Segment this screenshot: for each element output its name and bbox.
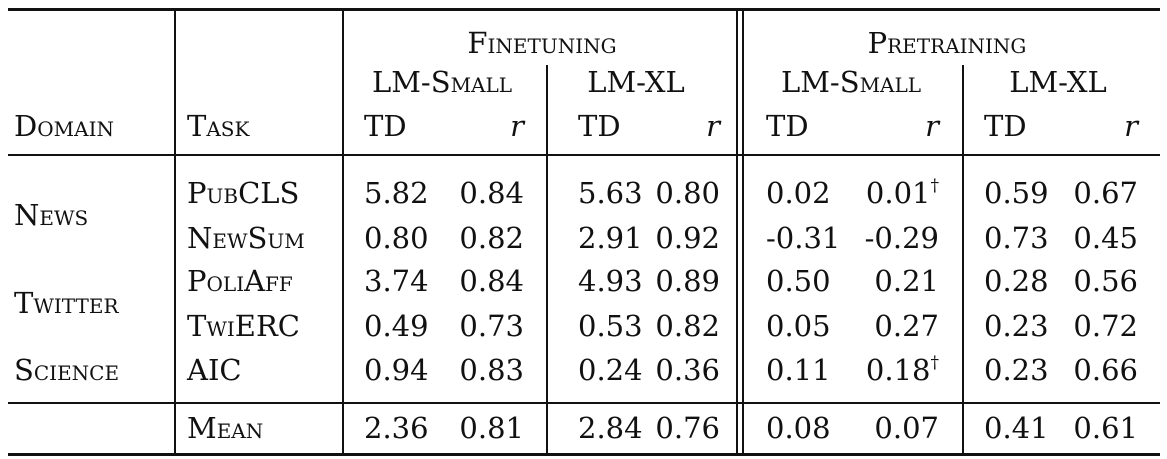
value-cell — [364, 264, 429, 298]
value-cell — [1073, 309, 1138, 343]
value-cell — [766, 309, 831, 343]
value-cell — [766, 264, 831, 298]
cell-value: 0.84 — [459, 264, 524, 298]
value-cell — [866, 353, 939, 387]
value-cell — [874, 309, 939, 343]
col-td: TD — [766, 109, 809, 143]
value-cell — [1073, 353, 1138, 387]
mean-cell — [364, 411, 429, 445]
cell-value: 0.21 — [874, 264, 939, 298]
rule-pt-mid — [962, 65, 964, 453]
cell-value: 0.73 — [459, 309, 524, 343]
cell-value: 0.82 — [655, 309, 720, 343]
cell-value: -0.31 — [766, 221, 841, 255]
rule-ft-mid — [546, 65, 548, 453]
cell-value: 0.01 — [865, 176, 931, 210]
cell-value: 0.76 — [655, 411, 720, 445]
value-cell — [578, 353, 643, 387]
task-label: TwiERC — [187, 309, 300, 343]
cell-value: 0.94 — [364, 353, 429, 387]
value-cell — [364, 309, 429, 343]
value-cell — [984, 264, 1049, 298]
cell-value: -0.29 — [864, 221, 939, 255]
cell-value: 2.91 — [578, 221, 643, 255]
cell-value: 2.84 — [578, 411, 643, 445]
cell-value: 0.53 — [578, 309, 643, 343]
value-cell — [364, 221, 429, 255]
cell-value: 0.45 — [1073, 221, 1138, 255]
col-td: TD — [984, 109, 1027, 143]
value-cell — [459, 176, 524, 210]
col-r: r — [925, 109, 939, 143]
value-cell — [578, 176, 643, 210]
mean-cell — [766, 411, 831, 445]
cell-value: 0.24 — [578, 353, 643, 387]
header-rule — [8, 154, 1160, 156]
cell-value: 0.07 — [874, 411, 939, 445]
value-cell — [364, 176, 429, 210]
group-finetuning: Finetuning — [467, 26, 617, 60]
mean-cell — [655, 411, 720, 445]
cell-value: 3.74 — [364, 264, 429, 298]
cell-value: 0.49 — [364, 309, 429, 343]
value-cell — [1073, 176, 1138, 210]
cell-value: 2.36 — [364, 411, 429, 445]
cell-value: 0.66 — [1073, 353, 1138, 387]
value-cell — [984, 353, 1049, 387]
value-cell — [766, 221, 840, 255]
cell-value: 0.11 — [766, 353, 831, 387]
cell-value: 0.82 — [459, 221, 524, 255]
cell-value: 0.80 — [655, 176, 720, 210]
cell-value: 5.63 — [578, 176, 643, 210]
cell-value: 0.36 — [655, 353, 720, 387]
value-cell — [866, 176, 939, 210]
cell-value: 0.67 — [1073, 176, 1138, 210]
col-r: r — [510, 109, 524, 143]
cell-value: 0.08 — [766, 411, 831, 445]
cell-value: 0.80 — [364, 221, 429, 255]
task-label: NewSum — [187, 221, 305, 255]
cell-value: 0.28 — [984, 264, 1049, 298]
mean-cell — [459, 411, 524, 445]
task-label: PubCLS — [187, 176, 300, 210]
model-ft-small: LM-Small — [371, 65, 513, 99]
value-cell — [984, 309, 1049, 343]
col-r: r — [1124, 109, 1138, 143]
cell-value: 0.83 — [459, 353, 524, 387]
value-cell — [655, 353, 720, 387]
cell-value: 0.56 — [1073, 264, 1138, 298]
task-label: AIC — [187, 353, 242, 387]
value-cell — [459, 264, 524, 298]
cell-value: 0.73 — [984, 221, 1049, 255]
cell-value: 0.23 — [984, 309, 1049, 343]
value-cell — [459, 309, 524, 343]
col-r: r — [706, 109, 720, 143]
value-cell — [984, 176, 1049, 210]
col-task: Task — [187, 109, 250, 143]
rule-pt-left-a — [736, 11, 738, 453]
mean-cell — [984, 411, 1049, 445]
value-cell — [459, 353, 524, 387]
cell-value: 0.61 — [1073, 411, 1138, 445]
cell-value: 5.82 — [364, 176, 429, 210]
value-cell — [766, 176, 831, 210]
cell-value: 4.93 — [578, 264, 643, 298]
mean-cell — [1073, 411, 1138, 445]
value-cell — [655, 221, 720, 255]
domain-twitter: Twitter — [14, 286, 119, 320]
value-cell — [655, 264, 720, 298]
value-cell — [364, 353, 429, 387]
cell-value: 0.27 — [874, 309, 939, 343]
cell-value: 0.50 — [766, 264, 831, 298]
cell-value: 0.41 — [984, 411, 1049, 445]
value-cell — [865, 221, 939, 255]
value-cell — [874, 264, 939, 298]
cell-value: 0.72 — [1073, 309, 1138, 343]
cell-value: 0.81 — [459, 411, 524, 445]
mean-cell — [578, 411, 643, 445]
group-pretraining: Pretraining — [867, 26, 1027, 60]
value-cell — [1073, 221, 1138, 255]
value-cell — [578, 264, 643, 298]
value-cell — [766, 353, 831, 387]
model-ft-xl: LM-XL — [587, 65, 685, 99]
domain-science: Science — [14, 353, 120, 387]
cell-value: 0.89 — [655, 264, 720, 298]
col-td: TD — [578, 109, 621, 143]
value-cell — [655, 309, 720, 343]
mean-rule — [8, 402, 1160, 404]
cell-value: 0.05 — [766, 309, 831, 343]
cell-value: 0.59 — [984, 176, 1049, 210]
col-td: TD — [364, 109, 407, 143]
bottom-rule — [8, 453, 1160, 456]
mean-cell — [874, 411, 939, 445]
value-cell — [1073, 264, 1138, 298]
value-cell — [984, 221, 1049, 255]
rule-pt-left-b — [742, 11, 744, 453]
dagger-mark: † — [930, 353, 939, 373]
model-pt-xl: LM-XL — [1009, 65, 1107, 99]
domain-news: News — [14, 198, 89, 232]
value-cell — [459, 221, 524, 255]
cell-value: 0.23 — [984, 353, 1049, 387]
model-pt-small: LM-Small — [780, 65, 922, 99]
cell-value: 0.84 — [459, 176, 524, 210]
mean-label: Mean — [187, 411, 264, 445]
col-domain: Domain — [14, 109, 114, 143]
top-rule — [8, 8, 1160, 11]
rule-task — [174, 11, 176, 453]
rule-ft-left — [342, 11, 344, 453]
cell-value: 0.92 — [655, 221, 720, 255]
value-cell — [655, 176, 720, 210]
cell-value: 0.18 — [865, 353, 931, 387]
cell-value: 0.02 — [766, 176, 831, 210]
value-cell — [578, 309, 643, 343]
task-label: PoliAff — [187, 264, 293, 298]
value-cell — [578, 221, 643, 255]
dagger-mark: † — [930, 176, 939, 196]
